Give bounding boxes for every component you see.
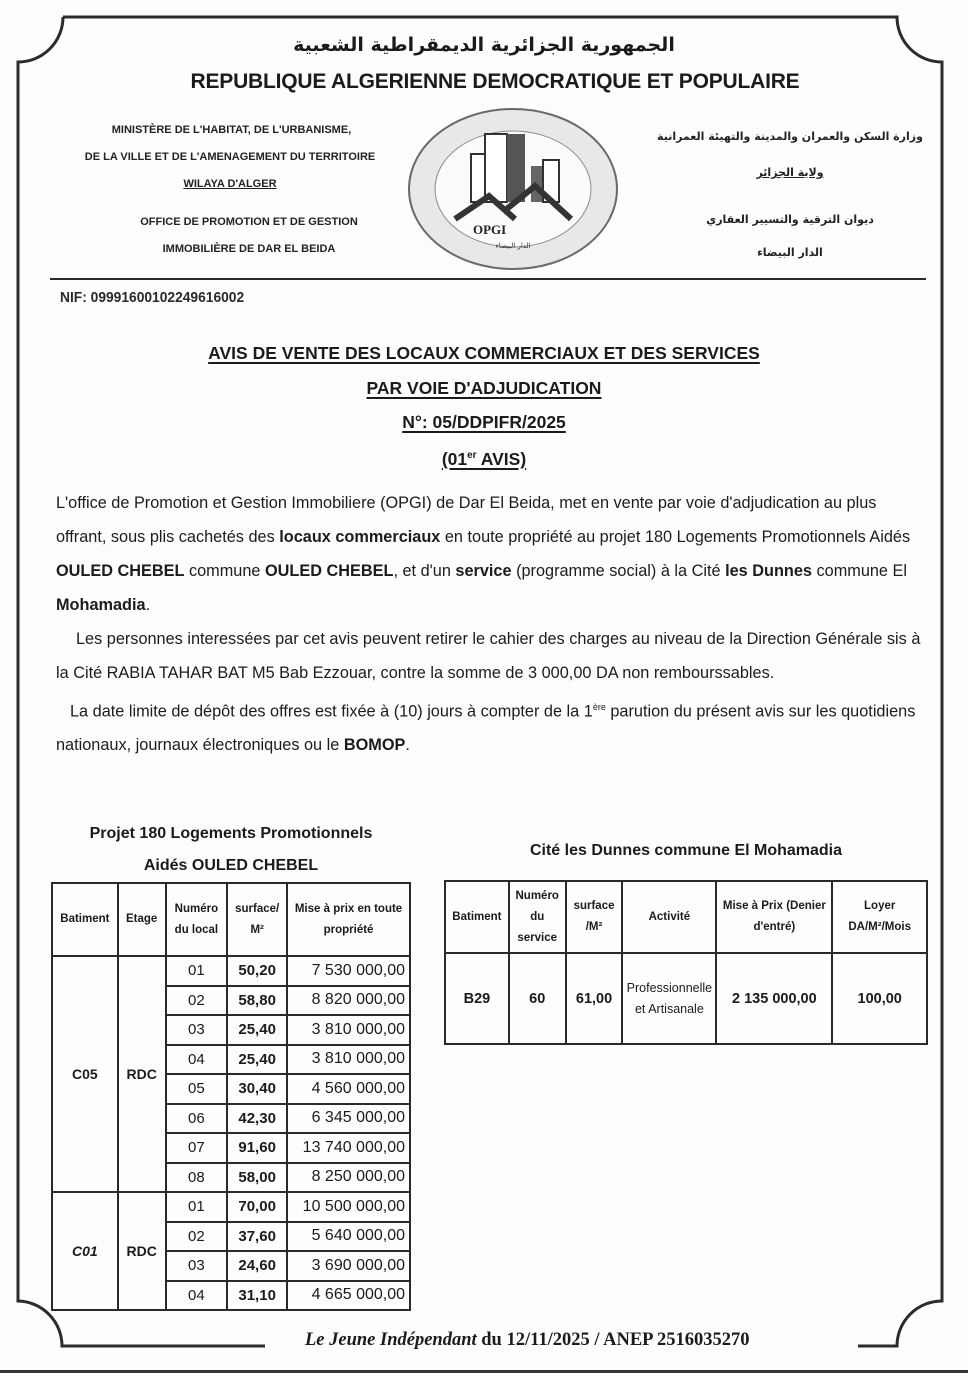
local-cell: 04 (166, 1045, 228, 1075)
arabic-ministry: وزارة السكن والعمران والمدينة والتهيئة العمرانية (657, 130, 923, 143)
ministry-line-2: DE LA VILLE ET DE L'AMENAGEMENT DU TERRITOIRE (84, 151, 376, 163)
header-mise-a-prix: Mise à Prix (Denier d'entré) (716, 881, 832, 953)
republic-title: REPUBLIQUE ALGERIENNE DEMOCRATIQUE ET POPULAIRE (190, 70, 800, 93)
price-cell: 10 500 000,00 (287, 1192, 410, 1222)
local-cell: 01 (166, 1192, 228, 1222)
price-cell: 8 250 000,00 (287, 1163, 410, 1193)
price-cell: 3 810 000,00 (287, 1015, 410, 1045)
table1-caption-line-1: Projet 180 Logements Promotionnels (89, 825, 373, 842)
local-cell: 01 (166, 956, 228, 986)
local-cell: 08 (166, 1163, 228, 1193)
price-cell: 6 345 000,00 (287, 1104, 410, 1134)
bottom-separator (0, 1370, 968, 1373)
batiment-cell: C01 (52, 1192, 118, 1310)
surface-cell: 24,60 (227, 1251, 287, 1281)
local-cell: 06 (166, 1104, 228, 1134)
header-numero-local: Numéro du local (166, 883, 228, 956)
table-ouled-chebel (51, 882, 411, 1311)
local-cell: 02 (166, 986, 228, 1016)
service-number-cell: 60 (509, 953, 566, 1044)
surface-cell: 91,60 (227, 1133, 287, 1163)
arabic-office: ديوان الترقية والتسيير العقاري (706, 213, 874, 226)
batiment-cell: C05 (52, 956, 118, 1192)
price-cell: 3 810 000,00 (287, 1045, 410, 1075)
header-loyer: Loyer DA/M²/Mois (832, 881, 927, 953)
surface-cell: 25,40 (227, 1015, 287, 1045)
arabic-city: الدار البيضاء (757, 246, 823, 259)
notice-body (56, 486, 926, 762)
local-cell: 05 (166, 1074, 228, 1104)
table-row (445, 953, 927, 1044)
header-numero-service: Numéro du service (509, 881, 566, 953)
price-cell: 2 135 000,00 (716, 953, 832, 1044)
surface-cell: 37,60 (227, 1222, 287, 1252)
table-row (52, 1192, 410, 1222)
rent-cell: 100,00 (832, 953, 927, 1044)
table-header-row (445, 881, 927, 953)
paragraph-intro: L'office de Promotion et Gestion Immobiliere (OPGI) de Dar El Beida, met en vente par voie d'adjudication au plus offrant, sous plis cachetés des locaux commerciaux en toute propriété au projet 180 Logements Promotionnels Aidés OULED CHEBEL commune OULED CHEBEL, et d'un service (programme social) à la Cité les Dunnes commune El Mohamadia. (56, 494, 911, 614)
batiment-cell: B29 (445, 953, 509, 1044)
header-batiment: Batiment (445, 881, 509, 953)
header-batiment: Batiment (52, 883, 118, 956)
ministry-line-1: MINISTÈRE DE L'HABITAT, DE L'URBANISME, (111, 124, 352, 136)
etage-cell: RDC (118, 1192, 166, 1310)
notice-edition: (01er AVIS) (441, 449, 527, 469)
paragraph-deadline: La date limite de dépôt des offres est fixée à (10) jours à compter de la 1ère parution du présent avis sur les quotidiens nationaux, journaux électroniques ou le BOMOP. (56, 702, 916, 755)
header-divider (50, 278, 926, 280)
price-cell: 7 530 000,00 (287, 956, 410, 986)
local-cell: 03 (166, 1251, 228, 1281)
nif-number: NIF: 099916001022496160​02 (60, 289, 245, 306)
surface-cell: 61,00 (566, 953, 623, 1044)
svg-text:الدار البيضاء: الدار البيضاء (495, 242, 531, 250)
surface-cell: 58,80 (227, 986, 287, 1016)
table-header-row (52, 883, 410, 956)
publication-details: du 12/11/2025 / ANEP 2516035270 (476, 1330, 750, 1350)
table-row (52, 956, 410, 986)
local-cell: 02 (166, 1222, 228, 1252)
arabic-wilaya: ولاية الجزائر (756, 166, 824, 179)
office-line-2: IMMOBILIÈRE DE DAR EL BEIDA (162, 243, 336, 255)
surface-cell: 58,00 (227, 1163, 287, 1193)
office-line-1: OFFICE DE PROMOTION ET DE GESTION (140, 216, 358, 228)
price-cell: 13 740 000,00 (287, 1133, 410, 1163)
surface-cell: 42,30 (227, 1104, 287, 1134)
header-mise-a-prix: Mise à prix en toute propriété (287, 883, 410, 956)
notice-title-line-2: PAR VOIE D'ADJUDICATION (366, 378, 602, 398)
wilaya-label: WILAYA D'ALGER (183, 178, 277, 190)
header-surface: surface/ M² (227, 883, 287, 956)
table1-caption-line-2: Aidés OULED CHEBEL (143, 857, 319, 874)
price-cell: 4 560 000,00 (287, 1074, 410, 1104)
price-cell: 3 690 000,00 (287, 1251, 410, 1281)
surface-cell: 70,00 (227, 1192, 287, 1222)
activity-cell: Professionnelle et Artisanale (622, 953, 716, 1044)
local-cell: 04 (166, 1281, 228, 1311)
price-cell: 8 820 000,00 (287, 986, 410, 1016)
newspaper-name: Le Jeune Indépendant (305, 1330, 477, 1350)
surface-cell: 30,40 (227, 1074, 287, 1104)
notice-title-line-1: AVIS DE VENTE DES LOCAUX COMMERCIAUX ET DES SERVICES (208, 343, 760, 363)
local-cell: 03 (166, 1015, 228, 1045)
arabic-republic-title: الجمهورية الجزائرية الديمقراطية الشعبية (293, 34, 675, 56)
price-cell: 4 665 000,00 (287, 1281, 410, 1311)
price-cell: 5 640 000,00 (287, 1222, 410, 1252)
surface-cell: 50,20 (227, 956, 287, 986)
opgi-logo (403, 104, 623, 274)
local-cell: 07 (166, 1133, 228, 1163)
paragraph-cahier-des-charges: Les personnes interessées par cet avis peuvent retirer le cahier des charges au niveau de la Direction Générale sis à la Cité RABIA TAHAR BAT M5 Bab Ezzouar, contre la somme de 3 000,00 DA non rembourssables. (56, 630, 921, 682)
table2-caption: Cité les Dunnes commune El Mohamadia (529, 842, 843, 859)
surface-cell: 25,40 (227, 1045, 287, 1075)
notice-number: N°: 05/DDPIFR/2025 (402, 412, 566, 432)
header-activite: Activité (622, 881, 716, 953)
header-etage: Etage (118, 883, 166, 956)
etage-cell: RDC (118, 956, 166, 1192)
surface-cell: 31,10 (227, 1281, 287, 1311)
header-surface: surface /M² (566, 881, 623, 953)
publication-footer (305, 1330, 750, 1351)
svg-text:OPGI: OPGI (473, 222, 507, 237)
table-cite-les-dunnes (444, 880, 928, 1045)
